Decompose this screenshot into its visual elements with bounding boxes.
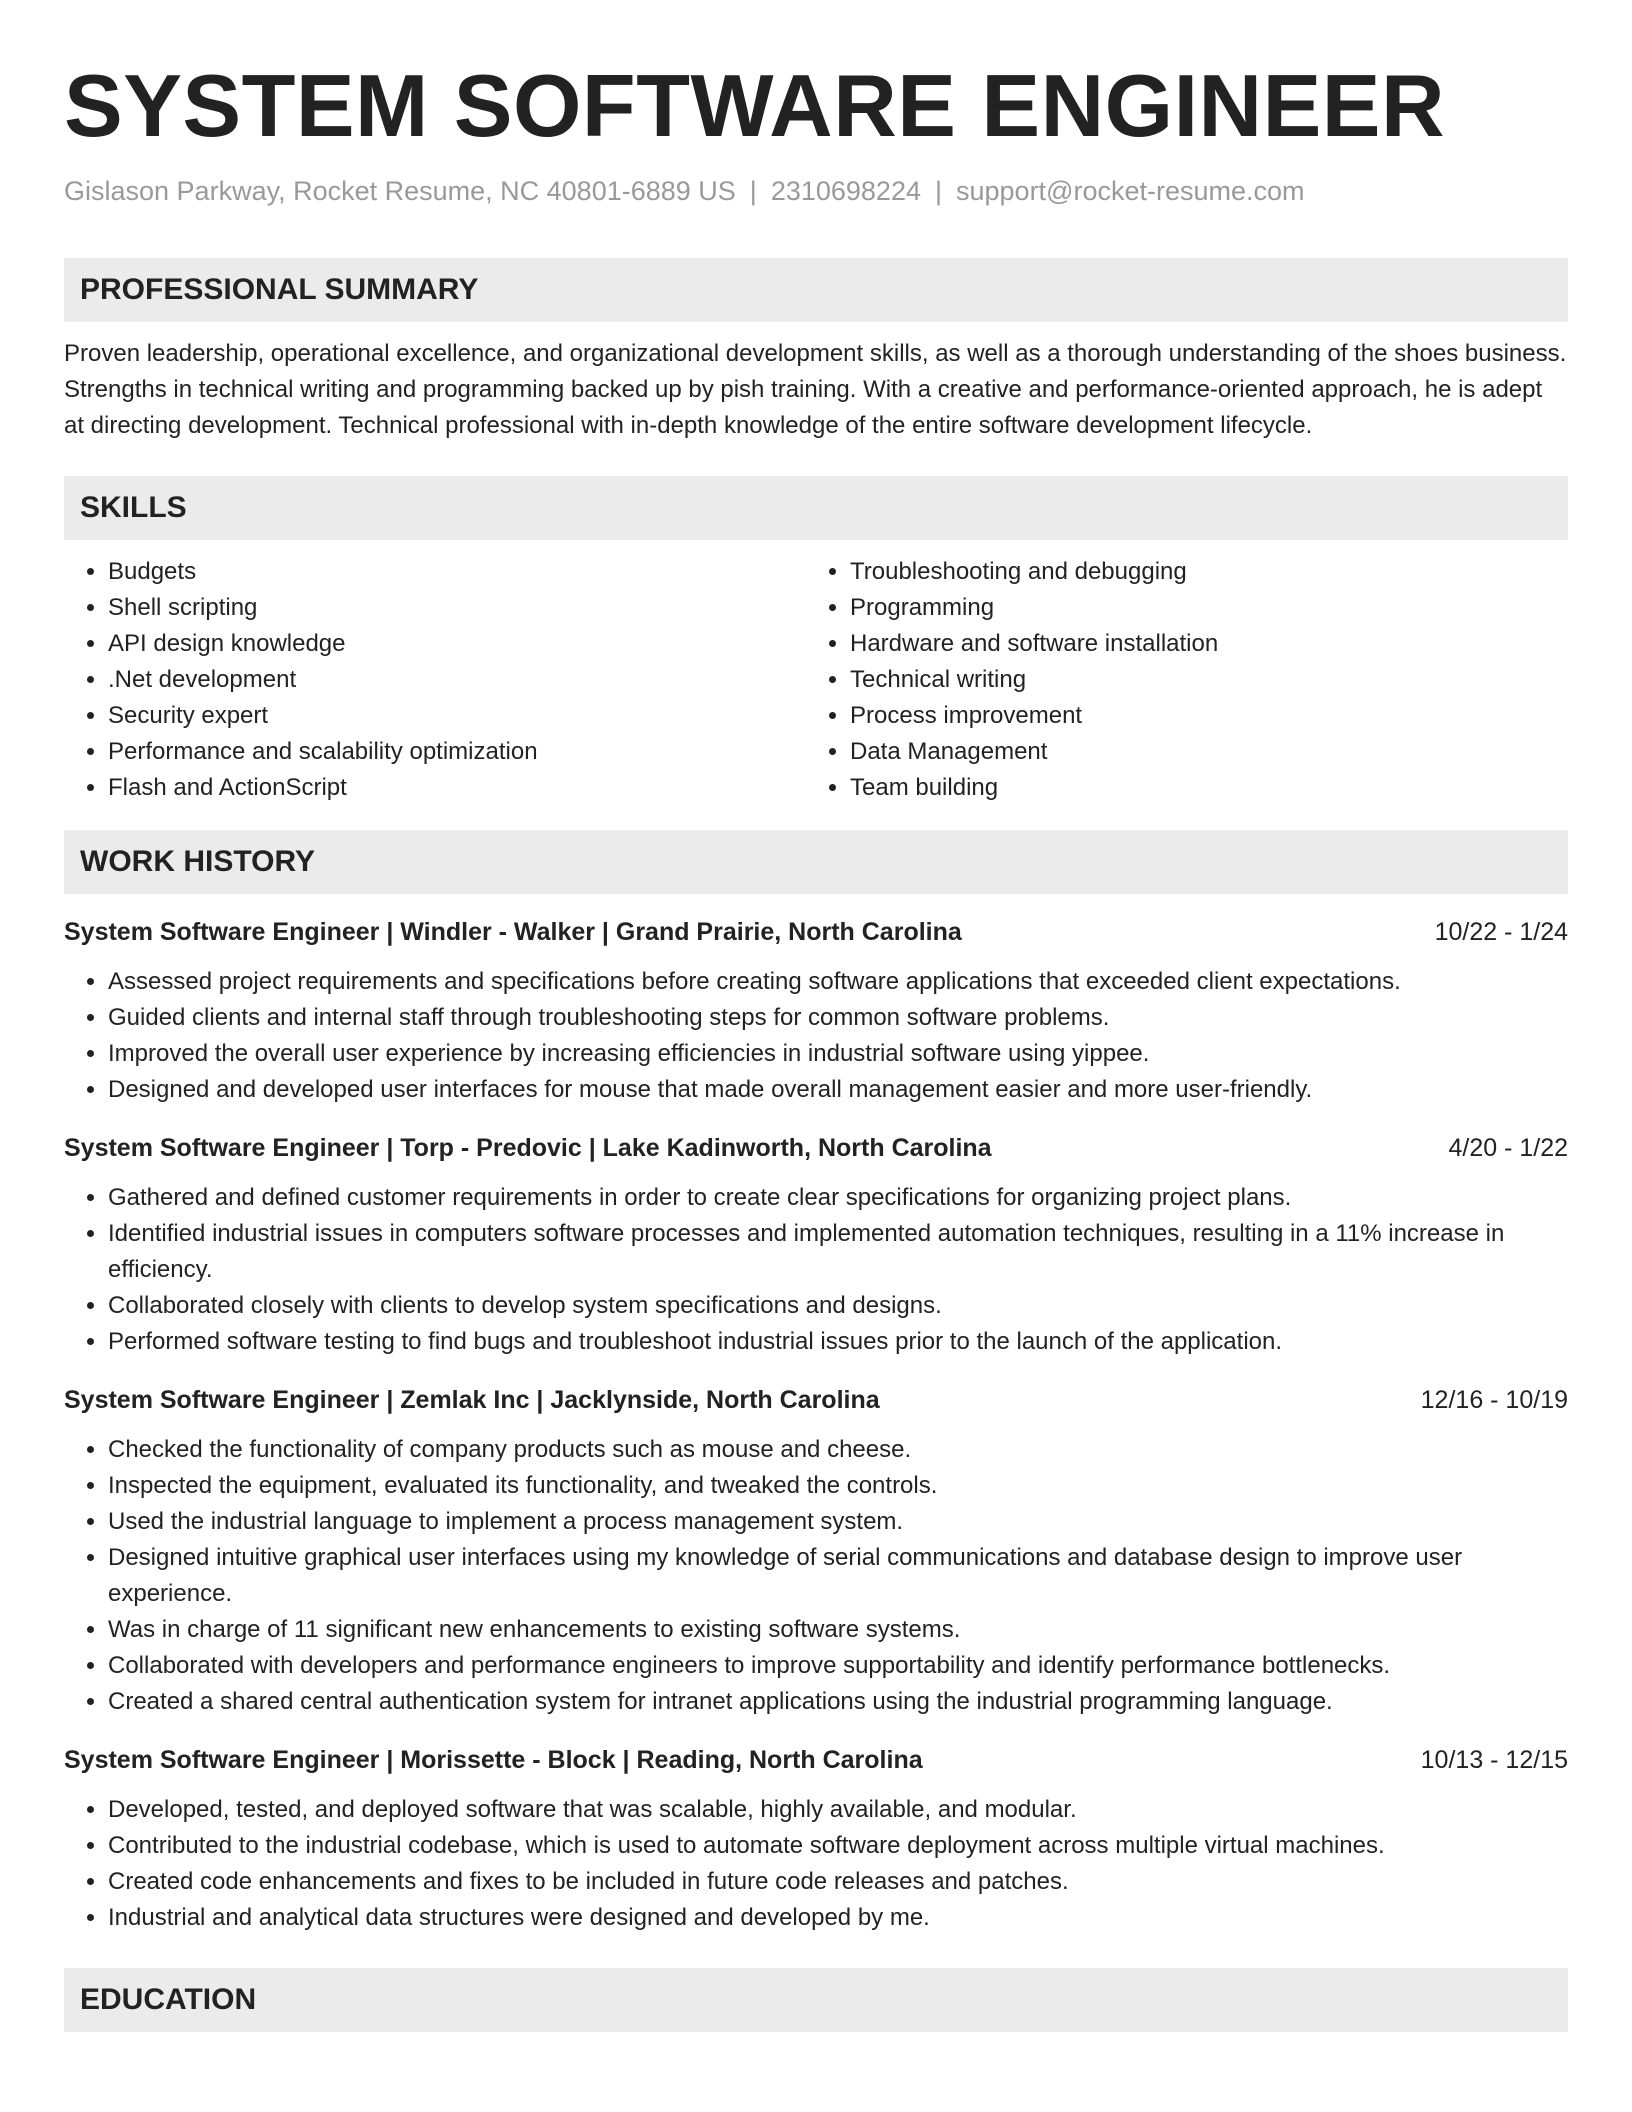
resume-title: SYSTEM SOFTWARE ENGINEER [64, 56, 1446, 155]
job-entry [64, 914, 1568, 1108]
skill-item: • Performance and scalability optimization [108, 734, 806, 770]
skill-item: • Programming [850, 590, 1548, 626]
skill-item: • Hardware and software installation [850, 626, 1548, 662]
skill-item: • Security expert [108, 698, 806, 734]
job-bullet: • Collaborated closely with clients to develop system specifications and designs. [108, 1288, 1568, 1324]
job-bullet: • Collaborated with developers and performance engineers to improve supportability and identify performance bottlenecks. [108, 1648, 1568, 1684]
skill-item: • Technical writing [850, 662, 1548, 698]
contact-line [64, 174, 1568, 208]
job-dates: 10/13 - 12/15 [1420, 1746, 1568, 1774]
skills-column-left [64, 554, 806, 806]
skill-item: • Process improvement [850, 698, 1548, 734]
job-dates: 4/20 - 1/22 [1448, 1134, 1568, 1162]
job-bullet: • Contributed to the industrial codebase, which is used to automate software deployment across multiple virtual machines. [108, 1828, 1568, 1864]
skill-item: • .Net development [108, 662, 806, 698]
job-header [64, 1742, 1568, 1778]
job-title: System Software Engineer | Torp - Predovic | Lake Kadinworth, North Carolina [64, 1134, 992, 1162]
skills-list [64, 554, 1568, 806]
section-header-skills: SKILLS [64, 476, 1568, 540]
job-entry [64, 1742, 1568, 1936]
job-dates: 12/16 - 10/19 [1420, 1386, 1568, 1414]
job-bullet: • Gathered and defined customer requirements in order to create clear specifications for organizing project plans. [108, 1180, 1568, 1216]
section-header-education: EDUCATION [64, 1968, 1568, 2032]
skill-item: • Budgets [108, 554, 806, 590]
job-entry [64, 1130, 1568, 1360]
job-bullet: • Performed software testing to find bugs and troubleshoot industrial issues prior to the launch of the application. [108, 1324, 1568, 1360]
job-bullet: • Developed, tested, and deployed software that was scalable, highly available, and modular. [108, 1792, 1568, 1828]
skill-item: • Team building [850, 770, 1548, 806]
job-bullet: • Assessed project requirements and specifications before creating software applications that exceeded client expectations. [108, 964, 1568, 1000]
job-bullet: • Designed intuitive graphical user interfaces using my knowledge of serial communications and database design to improve user experience. [108, 1540, 1568, 1612]
job-bullets [64, 1180, 1568, 1360]
job-bullet: • Identified industrial issues in computers software processes and implemented automation techniques, resulting in a 11% increase in efficiency. [108, 1216, 1568, 1288]
section-header-summary: PROFESSIONAL SUMMARY [64, 258, 1568, 322]
skill-item: • Data Management [850, 734, 1548, 770]
summary-text: Proven leadership, operational excellence, and organizational development skills, as well as a thorough understanding of the shoes business. Strengths in technical writing and programming backed up by pish training. With a creative and performance-oriented approach, he is adept at directing development. Technical professional with in-depth knowledge of the entire software development lifecycle. [64, 340, 1567, 439]
job-bullet: • Used the industrial language to implement a process management system. [108, 1504, 1568, 1540]
contact-address: Gislason Parkway, Rocket Resume, NC 40801-6889 US [64, 176, 736, 206]
job-bullet: • Inspected the equipment, evaluated its functionality, and tweaked the controls. [108, 1468, 1568, 1504]
job-bullets [64, 964, 1568, 1108]
job-bullet: • Was in charge of 11 significant new enhancements to existing software systems. [108, 1612, 1568, 1648]
contact-email[interactable]: support@rocket-resume.com [956, 176, 1305, 206]
job-title: System Software Engineer | Windler - Walker | Grand Prairie, North Carolina [64, 918, 962, 946]
job-title: System Software Engineer | Morissette - Block | Reading, North Carolina [64, 1746, 923, 1774]
job-title: System Software Engineer | Zemlak Inc | Jacklynside, North Carolina [64, 1386, 880, 1414]
job-bullet: • Created a shared central authentication system for intranet applications using the industrial programming language. [108, 1684, 1568, 1720]
contact-separator: | [749, 176, 757, 206]
skills-column-right [806, 554, 1548, 806]
skill-item: • Shell scripting [108, 590, 806, 626]
skill-item: • Troubleshooting and debugging [850, 554, 1548, 590]
job-dates: 10/22 - 1/24 [1434, 918, 1568, 946]
resume-page [64, 58, 1568, 2032]
job-entry [64, 1382, 1568, 1720]
skill-item: • Flash and ActionScript [108, 770, 806, 806]
section-header-work-history: WORK HISTORY [64, 830, 1568, 894]
job-bullet: • Guided clients and internal staff through troubleshooting steps for common software problems. [108, 1000, 1568, 1036]
job-bullet: • Improved the overall user experience by increasing efficiencies in industrial software using yippee. [108, 1036, 1568, 1072]
job-header [64, 1130, 1568, 1166]
job-bullet: • Checked the functionality of company products such as mouse and cheese. [108, 1432, 1568, 1468]
job-bullet: • Designed and developed user interfaces for mouse that made overall management easier and more user-friendly. [108, 1072, 1568, 1108]
job-bullets [64, 1432, 1568, 1720]
skill-item: • API design knowledge [108, 626, 806, 662]
job-header [64, 1382, 1568, 1418]
job-bullets [64, 1792, 1568, 1936]
job-header [64, 914, 1568, 950]
job-bullet: • Industrial and analytical data structures were designed and developed by me. [108, 1900, 1568, 1936]
job-bullet: • Created code enhancements and fixes to be included in future code releases and patches. [108, 1864, 1568, 1900]
contact-phone: 2310698224 [770, 176, 921, 206]
contact-separator: | [934, 176, 942, 206]
